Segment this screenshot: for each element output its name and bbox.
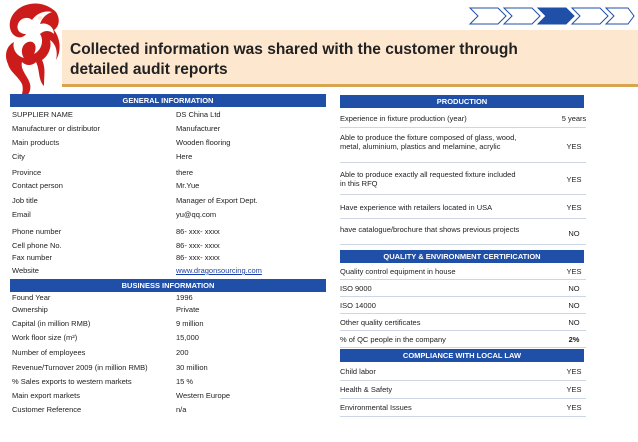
title-line-1: Collected information was shared with the customer through [70, 41, 518, 58]
general-row-value: there [176, 168, 194, 177]
business-row-value: Western Europe [176, 391, 231, 400]
general-row-value: Manufacturer [176, 124, 221, 133]
business-row-label: Customer Reference [12, 405, 82, 414]
business-row-value: 9 million [176, 319, 204, 328]
quality-row-label: % of QC people in the company [340, 335, 446, 344]
general-row-value: 86- xxx- xxxx [176, 253, 220, 262]
row-divider [340, 416, 586, 417]
general-row-value: Wooden flooring [176, 138, 231, 147]
quality-row-label: Quality control equipment in house [340, 267, 456, 276]
quality-row-value: NO [568, 301, 580, 310]
general-row-label: Website [12, 266, 39, 275]
quality-row-label: Other quality certificates [340, 318, 421, 327]
quality-header: QUALITY & ENVIRONMENT CERTIFICATION [340, 250, 584, 263]
quality-row-value: NO [568, 318, 580, 327]
title-accent-line [62, 84, 638, 87]
general-row-label: Main products [12, 138, 60, 147]
row-divider [340, 380, 586, 381]
row-divider [340, 279, 586, 280]
general-row-value: 86- xxx- xxxx [176, 227, 220, 236]
quality-row-value: NO [568, 284, 580, 293]
business-row-value: 15,000 [176, 333, 199, 342]
compliance-row-value: YES [566, 385, 582, 394]
row-divider [340, 347, 586, 348]
general-row-label: Contact person [12, 181, 63, 190]
row-divider [340, 244, 586, 245]
title-line-2: detailed audit reports [70, 61, 228, 78]
row-divider [340, 162, 586, 163]
business-row-value: 15 % [176, 377, 194, 386]
business-row-label: Number of employees [12, 348, 86, 357]
business-row-label: Revenue/Turnover 2009 (in million RMB) [12, 363, 148, 372]
row-divider [340, 330, 586, 331]
quality-row-value: YES [566, 267, 582, 276]
chevron-nav-icon [468, 6, 636, 26]
business-row-label: Found Year [12, 293, 51, 302]
general-row-label: Province [12, 168, 42, 177]
general-row-label: City [12, 152, 25, 161]
business-row-value: 200 [176, 348, 189, 357]
business-info-header: BUSINESS INFORMATION [10, 279, 326, 292]
business-row-value: Private [176, 305, 200, 314]
production-row-value: YES [566, 142, 582, 151]
row-divider [340, 398, 586, 399]
production-row-value: YES [566, 203, 582, 212]
production-row-label: Experience in fixture production (year) [340, 114, 467, 123]
business-row-label: Capital (in million RMB) [12, 319, 91, 328]
general-info-header: GENERAL INFORMATION [10, 94, 326, 107]
quality-row-label: ISO 14000 [340, 301, 376, 310]
production-row-label: have catalogue/brochure that shows previous projects [340, 225, 520, 234]
business-row-label: % Sales exports to western markets [12, 377, 132, 386]
general-row-label: Phone number [12, 227, 62, 236]
production-row-value: YES [566, 175, 582, 184]
business-row-label: Main export markets [12, 391, 80, 400]
general-row-value: Here [176, 152, 193, 161]
general-row-value: Manager of Export Dept. [176, 196, 258, 205]
row-divider [340, 218, 586, 219]
general-row-label: Manufacturer or distributor [12, 124, 100, 133]
business-row-value: 1996 [176, 293, 193, 302]
general-row-label: Fax number [12, 253, 53, 262]
general-row-label: SUPPLIER NAME [12, 110, 73, 119]
compliance-row-label: Health & Safety [340, 385, 393, 394]
quality-row-label: ISO 9000 [340, 284, 372, 293]
production-header: PRODUCTION [340, 95, 584, 108]
production-row-label: Able to produce the fixture composed of glass, wood, metal, aluminium, plastics and melamine, acrylic [340, 133, 517, 151]
business-row-label: Work floor size (m²) [12, 333, 78, 342]
row-divider [340, 194, 586, 195]
production-row-value: 5 years [561, 114, 587, 123]
general-row-label: Job title [12, 196, 38, 205]
general-row-value: yu@qq.com [176, 210, 217, 219]
page-title [70, 40, 518, 80]
general-row-label: Cell phone No. [12, 241, 62, 250]
compliance-row-label: Environmental Issues [340, 403, 412, 412]
general-row-value: 86- xxx- xxxx [176, 241, 220, 250]
production-row-value: NO [568, 229, 580, 238]
general-row-value: Mr.Yue [176, 181, 200, 190]
business-row-value: n/a [176, 405, 187, 414]
compliance-row-label: Child labor [340, 367, 376, 376]
business-row-label: Ownership [12, 305, 48, 314]
quality-row-value: 2% [568, 335, 580, 344]
compliance-header: COMPLIANCE WITH LOCAL LAW [340, 349, 584, 362]
production-row-label: Have experience with retailers located in USA [340, 203, 493, 212]
row-divider [340, 296, 586, 297]
general-row-value: DS China Ltd [176, 110, 221, 119]
compliance-row-value: YES [566, 403, 582, 412]
general-row-label: Email [12, 210, 31, 219]
business-row-value: 30 million [176, 363, 208, 372]
production-row-label: Able to produce exactly all requested fixture included in this RFQ [340, 170, 516, 188]
row-divider [340, 313, 586, 314]
website-link[interactable]: www.dragonsourcing.com [176, 266, 262, 275]
compliance-row-value: YES [566, 367, 582, 376]
row-divider [340, 127, 586, 128]
